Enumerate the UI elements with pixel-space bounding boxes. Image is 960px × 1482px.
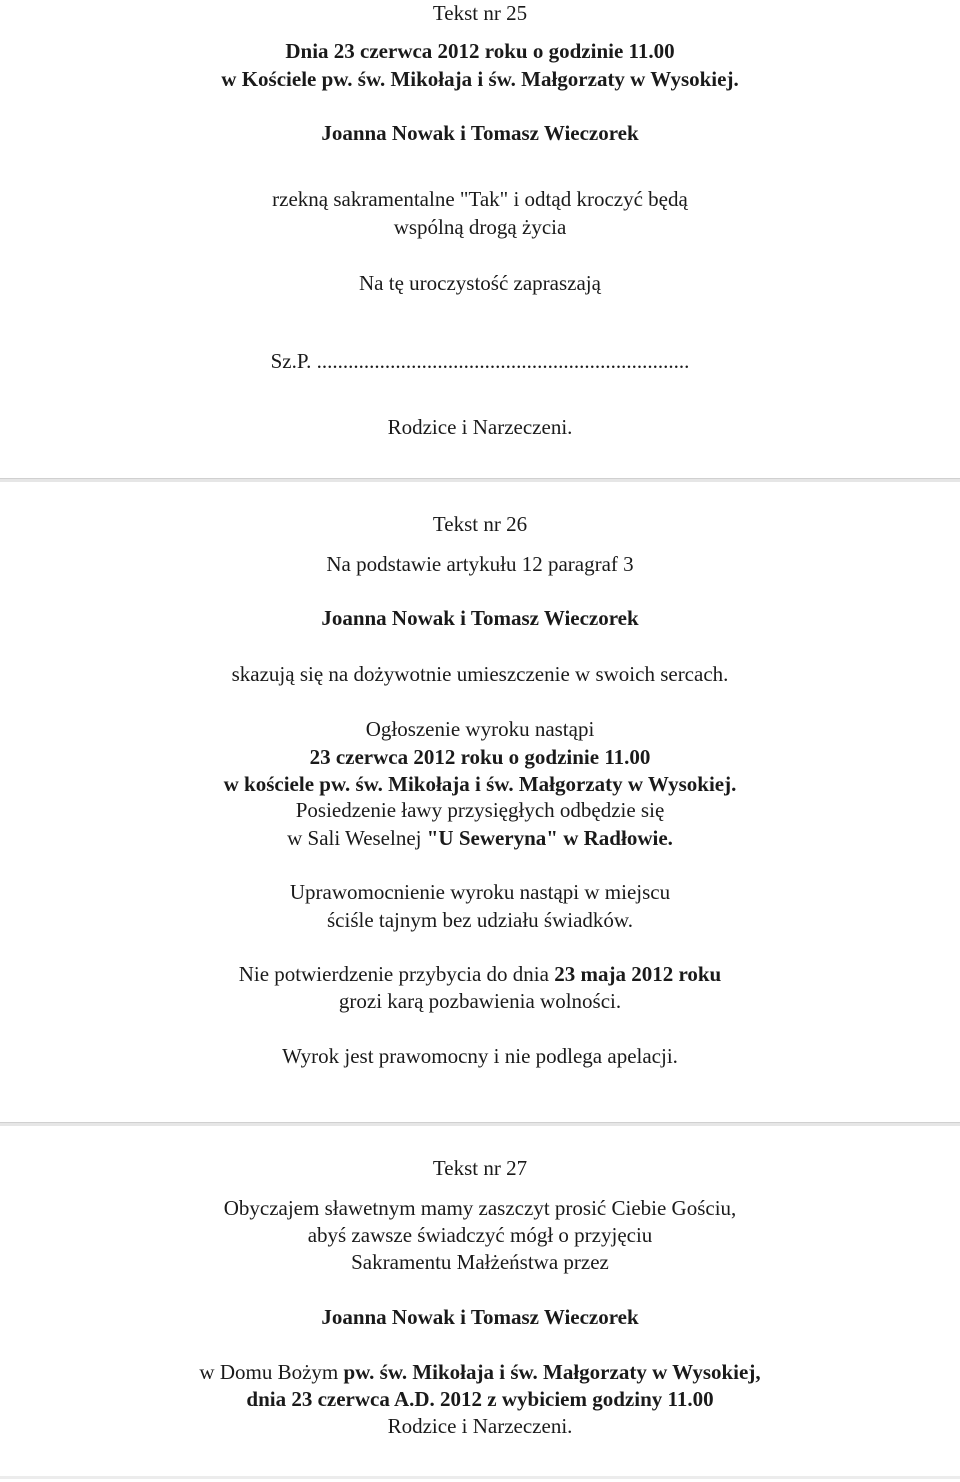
text26-rsvp-date: 23 maja 2012 roku	[554, 962, 722, 986]
section-divider	[0, 1122, 960, 1126]
section-divider	[0, 1476, 960, 1479]
text27-signature: Rodzice i Narzeczeni.	[387, 1414, 573, 1438]
text26-venue-line	[0, 825, 960, 851]
text25-title: Tekst nr 25	[432, 1, 528, 25]
text27-invite-line-2: abyś zawsze świadczyć mógł o przyjęciu	[307, 1223, 653, 1247]
text26-validation-line: Uprawomocnienie wyroku nastąpi w miejscu	[289, 880, 671, 904]
text27-couple-names: Joanna Nowak i Tomasz Wieczorek	[321, 1305, 639, 1329]
text26-secret-line: ściśle tajnym bez udziału świadków.	[327, 908, 633, 932]
text27-church-line	[0, 1359, 960, 1385]
text26-article-line: Na podstawie artykułu 12 paragraf 3	[326, 552, 634, 576]
text25-couple-names: Joanna Nowak i Tomasz Wieczorek	[321, 121, 639, 145]
text25-date-line: Dnia 23 czerwca 2012 roku o godzinie 11.00	[285, 39, 675, 63]
text25-invite-line: Na tę uroczystość zapraszają	[359, 271, 601, 295]
text26-venue-prefix: w Sali Weselnej	[287, 826, 427, 850]
text25-church-line: w Kościele pw. św. Mikołaja i św. Małgorzaty w Wysokiej.	[221, 67, 739, 91]
text27-title: Tekst nr 27	[432, 1156, 528, 1180]
text26-venue-name: "U Seweryna" w Radłowie.	[426, 826, 673, 850]
text27-church-name: pw. św. Mikołaja i św. Małgorzaty w Wysokiej,	[343, 1360, 761, 1384]
text25-signature: Rodzice i Narzeczeni.	[387, 415, 573, 439]
text26-announce-line: Ogłoszenie wyroku nastąpi	[365, 717, 595, 741]
text26-penalty-line: grozi karą pozbawienia wolności.	[338, 989, 622, 1013]
text27-invite-line-3: Sakramentu Małżeństwa przez	[351, 1250, 609, 1274]
text27-date-line: dnia 23 czerwca A.D. 2012 z wybiciem godziny 11.00	[246, 1387, 714, 1411]
text26-rsvp-prefix: Nie potwierdzenie przybycia do dnia	[238, 962, 555, 986]
text26-sentence-line: skazują się na dożywotnie umieszczenie w swoich sercach.	[231, 662, 729, 686]
text26-date-line: 23 czerwca 2012 roku o godzinie 11.00	[309, 745, 651, 769]
text26-rsvp-line	[0, 961, 960, 987]
text25-addressee-line: Sz.P. .......................................................................	[270, 349, 690, 373]
section-divider	[0, 478, 960, 482]
text26-title: Tekst nr 26	[432, 512, 528, 536]
text26-final-line: Wyrok jest prawomocny i nie podlega apelacji.	[282, 1044, 678, 1068]
text27-invite-line-1: Obyczajem sławetnym mamy zaszczyt prosić Ciebie Gościu,	[223, 1196, 737, 1220]
text25-path-line: wspólną drogą życia	[393, 215, 567, 239]
text25-vow-line: rzekną sakramentalne "Tak" i odtąd kroczyć będą	[272, 187, 688, 211]
text27-church-prefix: w Domu Bożym	[199, 1360, 344, 1384]
text26-church-line: w kościele pw. św. Mikołaja i św. Małgorzaty w Wysokiej.	[223, 772, 737, 796]
text26-jury-line: Posiedzenie ławy przysięgłych odbędzie się	[295, 798, 665, 822]
text26-couple-names: Joanna Nowak i Tomasz Wieczorek	[321, 606, 639, 630]
